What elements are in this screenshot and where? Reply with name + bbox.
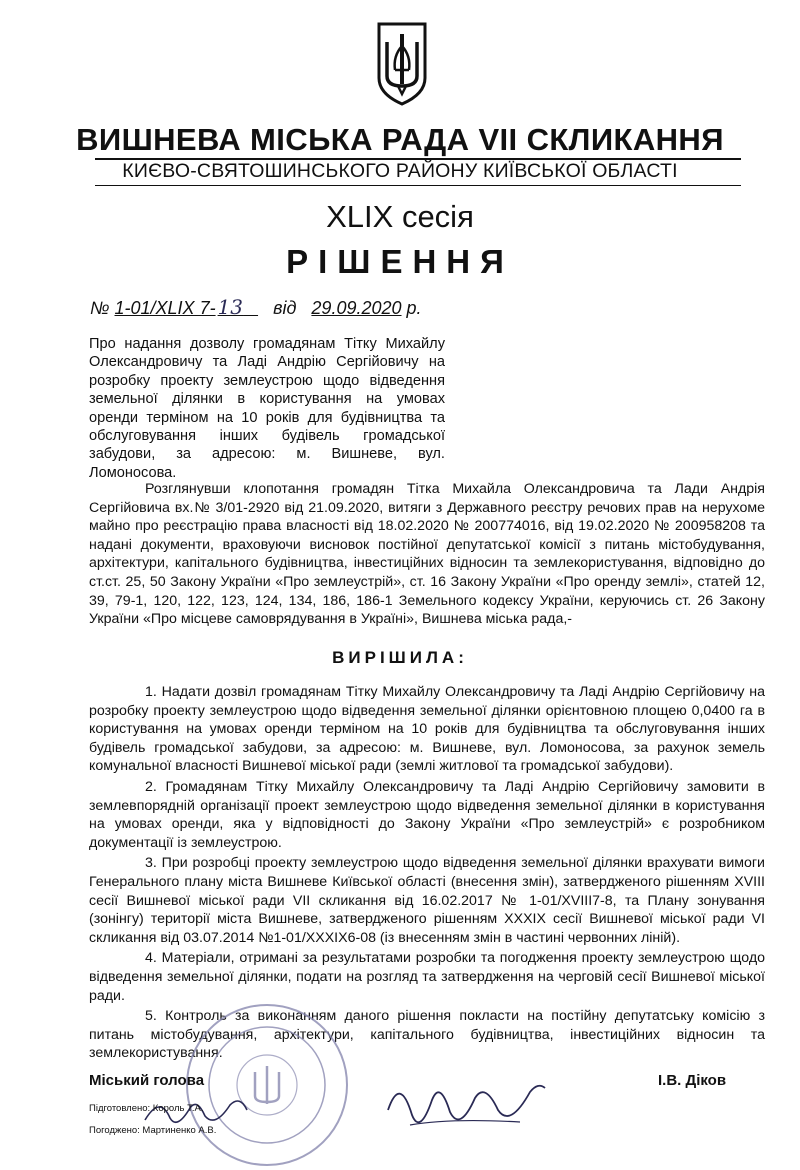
document-number	[114, 295, 259, 319]
prepared-by: Підготовлено: Король Т.А.	[89, 1103, 204, 1114]
trident-coat-of-arms-icon	[375, 20, 429, 106]
document-number-printed: 1-01/XLIX 7-	[114, 298, 216, 318]
signatory-name: І.В. Діков	[658, 1072, 727, 1089]
number-prefix: №	[90, 298, 110, 318]
preamble-paragraph: Розглянувши клопотання громадян Тітка Михайла Олександровича та Лади Андрія Сергійовича вх.№ 3/01-2920 від 21.09.2020, витяги з Державного реєстру речових прав на нерухоме майно про реєстрацію права власності від 18.02.2020 № 200774016, від 19.02.2020 № 200958208 та надані документи, враховуючи висновок постійної депутатської комісії з питань містобудування, архітектури, капітального будівництва, інвестиційних відносин та землекористування, відповідно до ст.ст. 25, 50 Закону України «Про землеустрій», ст. 16 Закону України «Про оренду землі», статей 12, 39, 79-1, 120, 122, 123, 124, 134, 186, 186-1 Земельного кодексу України, керуючись ст. 26 Закону України «Про місцеве самоврядування в Україні», Вишнева міська рада,-	[89, 481, 765, 628]
agreed-by: Погоджено: Мартиненко А.В.	[89, 1125, 217, 1136]
signatory-title: Міський голова	[89, 1072, 205, 1089]
decision-subject: Про надання дозволу громадянам Тітку Михайлу Олександровичу та Ладі Андрію Сергійовичу на розробку проекту землеустрою щодо відведення земельної ділянки в користування на умовах оренди терміном на 10 років для будівництва та обслуговування інших будівель громадської забудови, за адресою: м. Вишневе, вул. Ломоносова.	[89, 336, 445, 481]
date-prefix: від	[273, 298, 297, 318]
official-seal-stamp	[182, 1000, 352, 1170]
document-type: РІШЕННЯ	[286, 243, 514, 280]
document-date: 29.09.2020	[311, 298, 402, 318]
session-label: XLIX сесія	[326, 199, 474, 234]
council-title: ВИШНЕВА МІСЬКА РАДА VII СКЛИКАННЯ	[76, 122, 724, 157]
decision-item: 2. Громадянам Тітку Михайлу Олександровичу та Ладі Андрію Сергійовичу замовити в землевпорядній організації проект землеустрою щодо відведення земельної ділянки в користування на умовах оренди, яка у відповідності до Закону України «Про землеустрій» є розробником документації із землеустрою.	[89, 778, 765, 851]
document-number-line	[90, 295, 422, 319]
decision-item: 4. Матеріали, отримані за результатами розробки та погодження проекту землеустрою щодо відведення земельної ділянки, подати на розгляд та затвердження на черговій сесії Вишневої міської ради.	[89, 950, 765, 1004]
decision-item: 3. При розробці проекту землеустрою щодо відведення земельної ділянки врахувати вимоги Генерального плану міста Вишневе Київської області (внесення змін), затвердженого рішенням XVIII сесії Вишневої міської ради VII скликання від 16.02.2017 № 1-01/XVIII7-8, та Плану зонування (зонінгу) території міста Вишневе, затвердженого рішенням XXXIX сесії Вишневої міської ради VI скликання від 03.07.2014 №1-01/XXXIX6-08 (із внесенням змін в частині червонних ліній).	[89, 855, 765, 946]
decision-item: 5. Контроль за виконанням даного рішення покласти на постійну депутатську комісію з питань містобудування, архітектури, капітального будівництва, інвестиційних відносин та землекористування.	[89, 1008, 765, 1062]
resolved-heading: ВИРІШИЛА:	[332, 648, 468, 667]
district-title: КИЄВО-СВЯТОШИНСЬКОГО РАЙОНУ КИЇВСЬКОЇ ОБЛАСТІ	[122, 160, 678, 182]
decision-item: 1. Надати дозвіл громадянам Тітку Михайлу Олександровичу та Ладі Андрію Сергійовичу на розробку проекту землеустрою щодо відведення земельної ділянки орієнтовною площею 0,0400 га в користування на умовах оренди терміном на 10 років для будівництва та обслуговування інших будівель громадської забудови, за адресою: м. Вишневе, вул. Ломоносова, за рахунок земель комунальної власності Вишневої міської ради (землі житлової та громадської забудови).	[89, 684, 765, 775]
date-suffix: р.	[406, 298, 422, 318]
handwritten-number: 13	[217, 295, 244, 319]
header-rule-thin	[95, 185, 741, 186]
mayor-signature	[380, 1070, 550, 1140]
